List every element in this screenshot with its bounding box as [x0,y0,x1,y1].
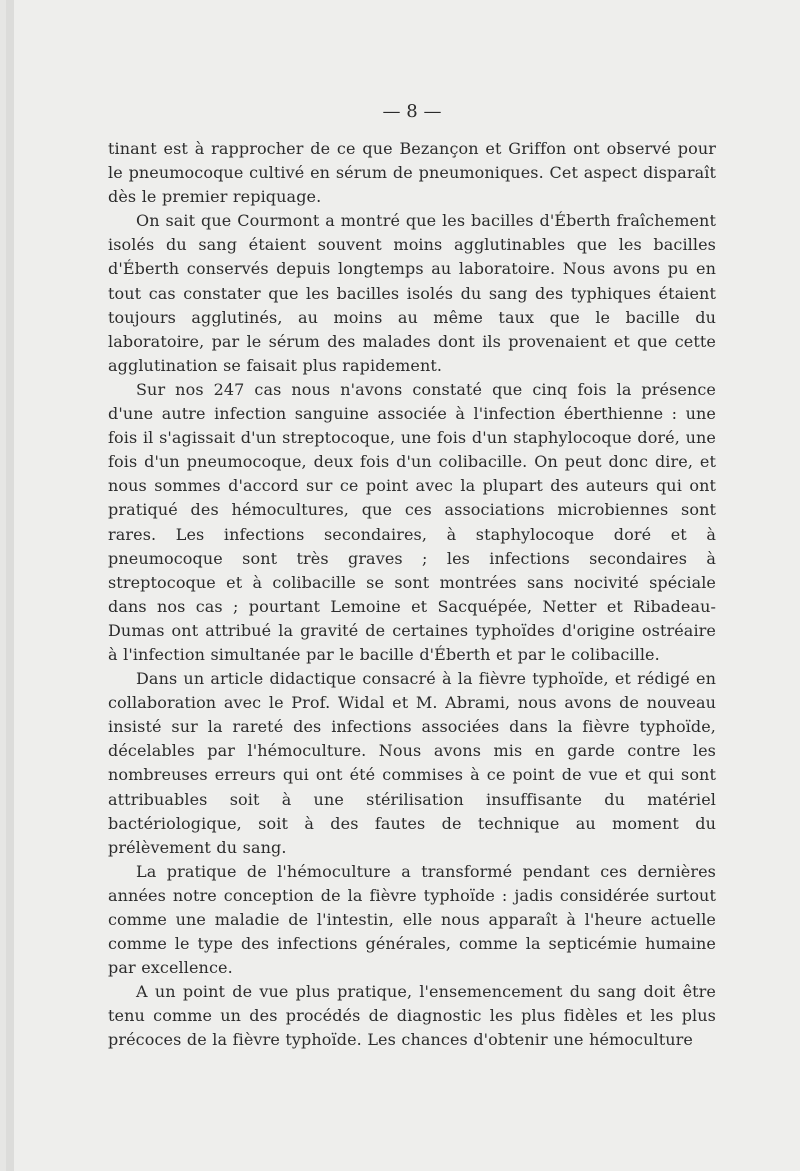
paragraph: A un point de vue plus pratique, l'ensemencement du sang doit être tenu comme un des procédés de diagnostic les plus fidèles et les plus précoces de la fièvre typhoïde. Les chances d'obtenir une hémoculture [108,982,716,1050]
paragraph-continued: tinant est à rapprocher de ce que Bezançon et Griffon ont observé pour le pneumocoque cultivé en sérum de pneumoniques. Cet aspect disparaît dès le premier repiquage. [108,139,716,207]
page [6,0,800,1171]
paragraph: La pratique de l'hémoculture a transformé pendant ces dernières années notre conception de la fièvre typhoïde : jadis considérée surtout comme une maladie de l'intestin, elle nous apparaît à l'heure actuelle comme le type des infections générales, comme la septicémie humaine par excellence. [108,861,716,978]
paragraph: On sait que Courmont a montré que les bacilles d'Éberth fraîchement isolés du sang étaient souvent moins agglutinables que les bacilles d'Éberth conservés depuis longtemps au laboratoire. Nous avons pu en tout cas constater que les bacilles isolés du sang des typhiques étaient toujours agglutinés, au moins au même taux que le bacille du laboratoire, par le sérum des malades dont ils provenaient et que cette agglutination se faisait plus rapidement. [108,211,716,375]
page-number: — 8 — [382,101,442,122]
page-gutter [6,0,14,1171]
body-text [108,137,716,1053]
paragraph: Dans un article didactique consacré à la fièvre typhoïde, et rédigé en collaboration avec le Prof. Widal et M. Abrami, nous avons de nouveau insisté sur la rareté des infections associées dans la fièvre typhoïde, décelables par l'hémoculture. Nous avons mis en garde contre les nombreuses erreurs qui ont été commises à ce point de vue et qui sont attribuables soit à une stérilisation insuffisante du matériel bactériologique, soit à des fautes de technique au moment du prélèvement du sang. [108,669,716,857]
paragraph: Sur nos 247 cas nous n'avons constaté que cinq fois la présence d'une autre infection sanguine associée à l'infection éberthienne : une fois il s'agissait d'un streptocoque, une fois d'un staphylocoque doré, une fois d'un pneumocoque, deux fois d'un colibacille. On peut donc dire, et nous sommes d'accord sur ce point avec la plupart des auteurs qui ont pratiqué des hémocultures, que ces associations microbiennes sont rares. Les infections secondaires, à staphylocoque doré et à pneumocoque sont très graves ; les infections secondaires à streptocoque et à colibacille se sont montrées sans nocivité spéciale dans nos cas ; pourtant Lemoine et Sacquépée, Netter et Ribadeau-Dumas ont attribué la gravité de certaines typhoïdes d'origine ostréaire à l'infection simultanée par le bacille d'Éberth et par le colibacille. [108,379,716,664]
